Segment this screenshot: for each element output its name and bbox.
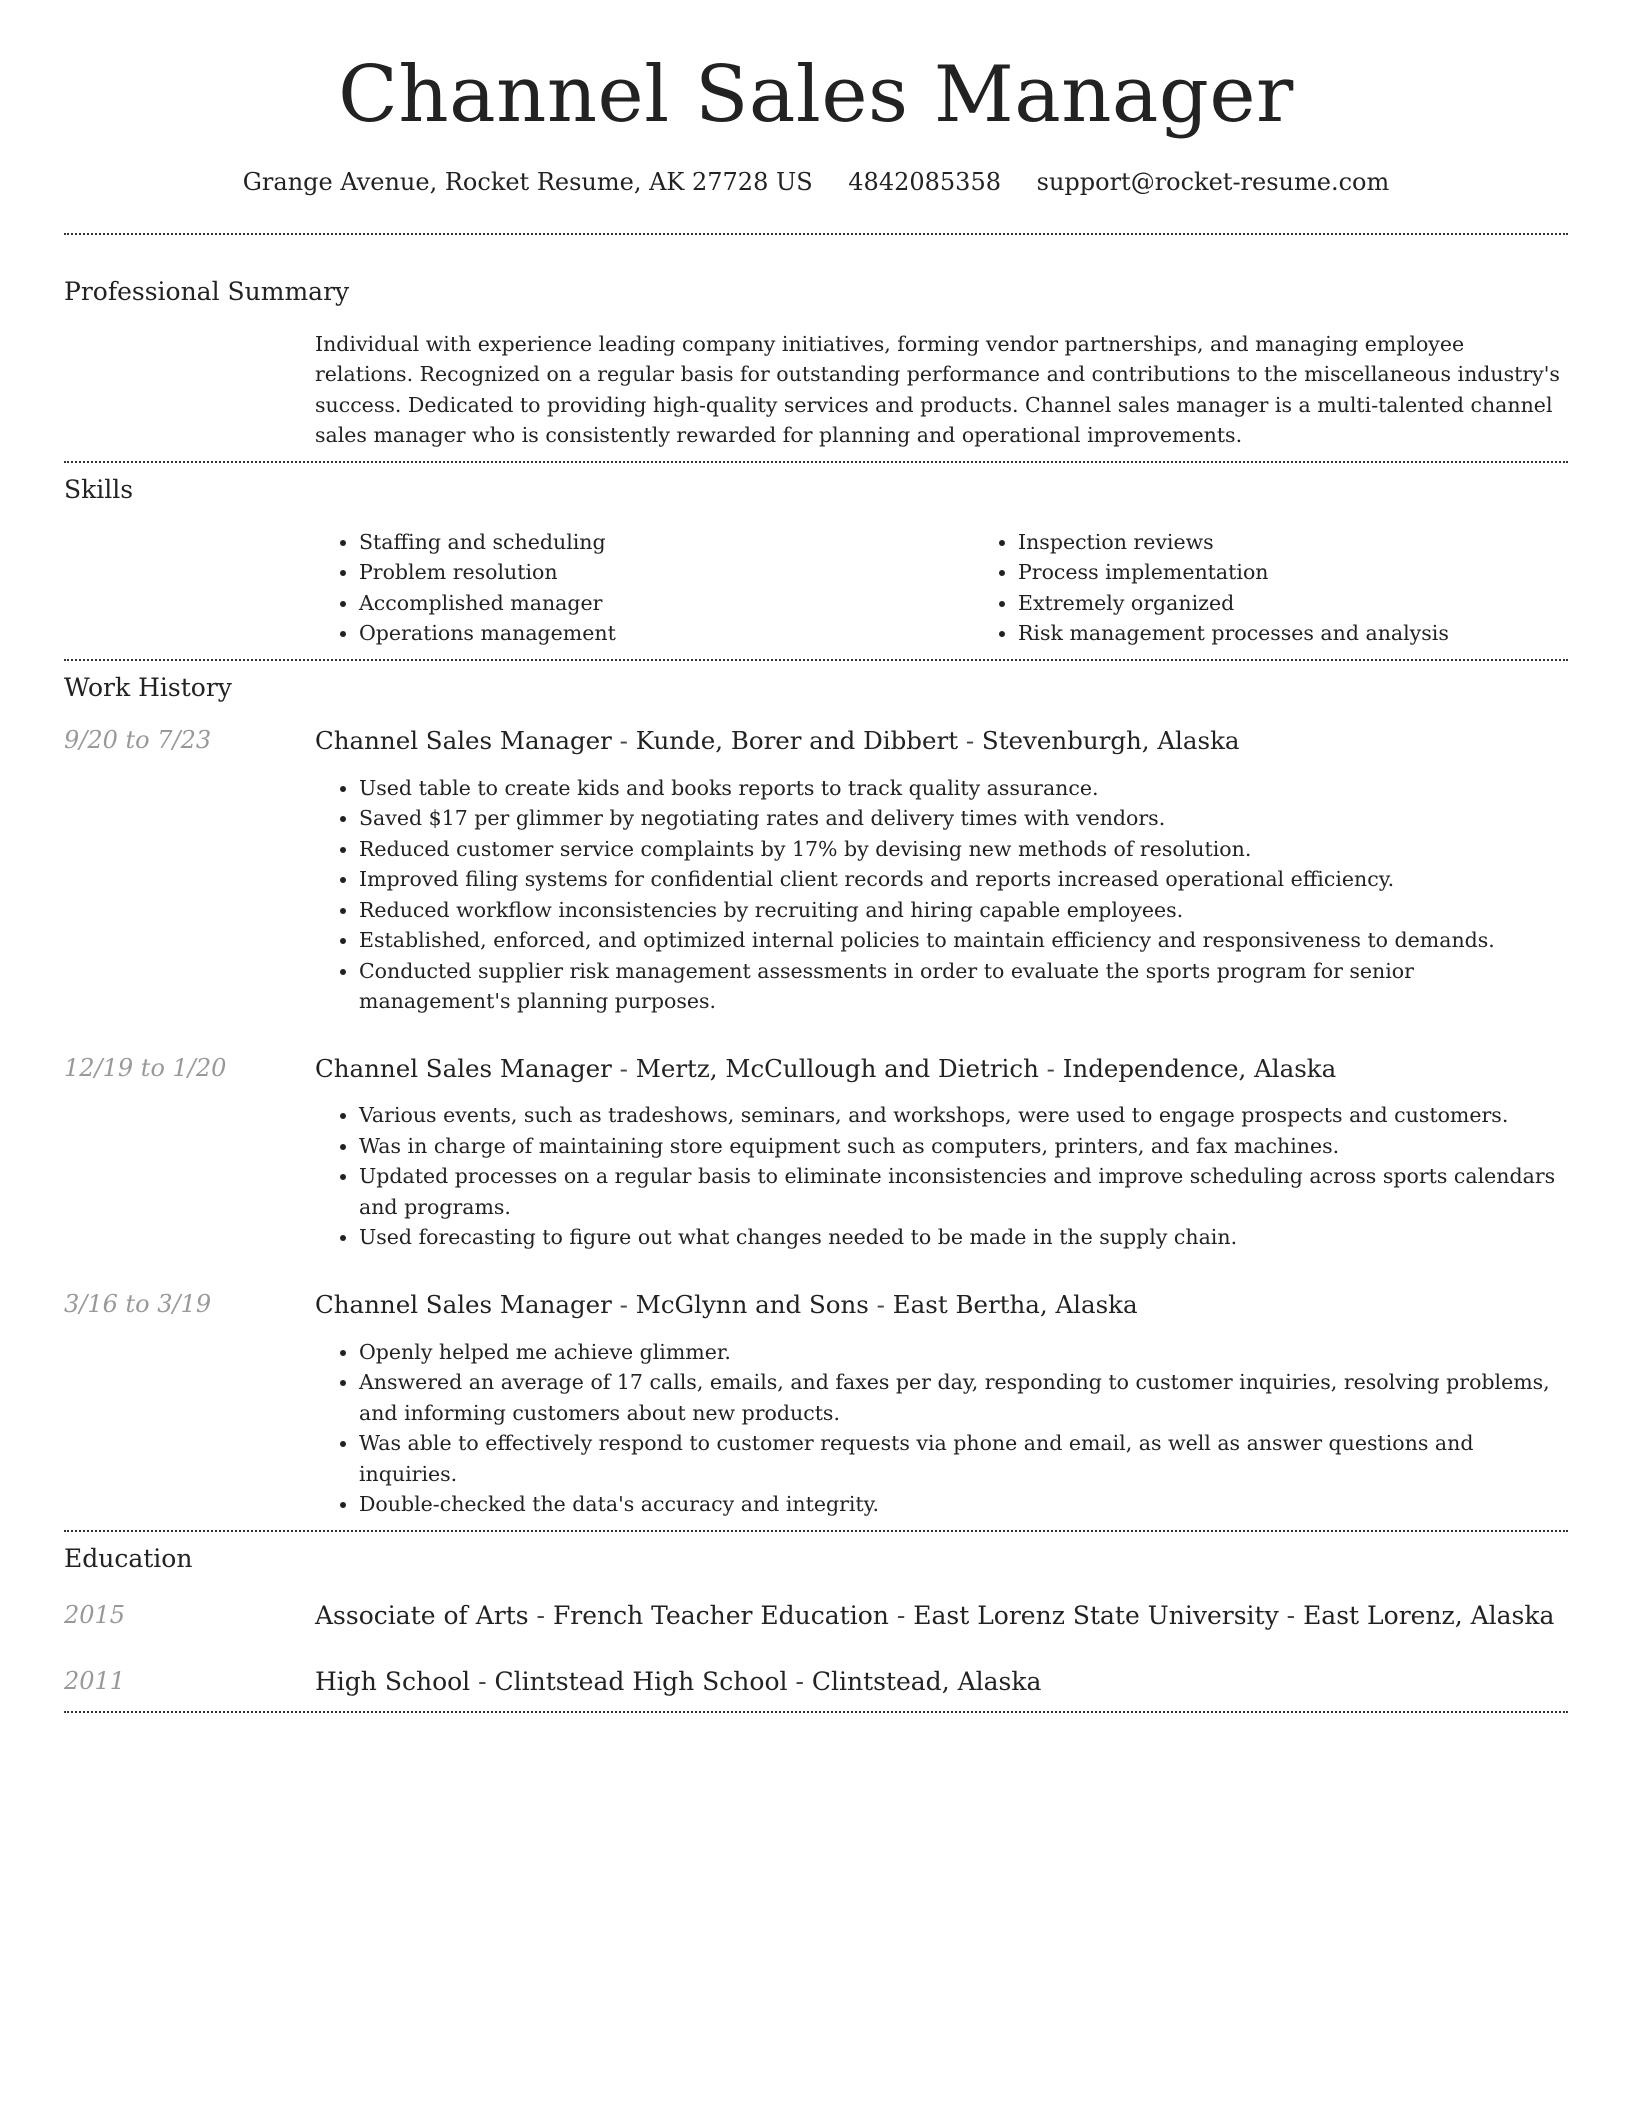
separator: - bbox=[611, 725, 636, 755]
job-bullet: • Saved $17 per glimmer by negotiating rates and delivery times with vendors. bbox=[359, 803, 1568, 834]
separator: - bbox=[868, 1289, 893, 1319]
contact-email: support@rocket-resume.com bbox=[1036, 168, 1390, 196]
education-field: French Teacher Education bbox=[552, 1600, 889, 1630]
job-bullet: • Established, enforced, and optimized internal policies to maintain efficiency and responsiveness to demands. bbox=[359, 925, 1568, 956]
summary-row bbox=[64, 329, 1568, 461]
job-bullets bbox=[315, 773, 1568, 1017]
job-role: Channel Sales Manager bbox=[315, 1289, 612, 1319]
education-section bbox=[64, 1532, 1568, 1699]
separator: - bbox=[470, 1667, 495, 1697]
job-bullets bbox=[315, 1337, 1568, 1520]
job-bullet: • Used forecasting to figure out what changes needed to be made in the supply chain. bbox=[359, 1222, 1568, 1253]
skills-list-right bbox=[974, 527, 1632, 649]
job-bullets-wrap bbox=[315, 773, 1568, 1017]
education-entry bbox=[64, 1600, 1568, 1633]
contact-address: Grange Avenue, Rocket Resume, AK 27728 US bbox=[242, 168, 813, 196]
skills-section bbox=[64, 463, 1568, 659]
job-location: Independence, Alaska bbox=[1062, 1053, 1337, 1083]
job-bullet: • Improved filing systems for confidential client records and reports increased operational efficiency. bbox=[359, 864, 1568, 895]
job-bullet: • Was in charge of maintaining store equipment such as computers, printers, and fax machines. bbox=[359, 1131, 1568, 1162]
job-header bbox=[64, 1053, 1568, 1085]
job-bullet: • Was able to effectively respond to customer requests via phone and email, as well as answer questions and inquiries. bbox=[359, 1428, 1568, 1489]
education-heading: Education bbox=[64, 1543, 193, 1573]
job-body bbox=[64, 1100, 1568, 1253]
education-year: 2015 bbox=[64, 1600, 126, 1629]
job-body bbox=[64, 773, 1568, 1017]
job-spacer bbox=[64, 1100, 315, 1253]
contact-phone: 4842085358 bbox=[848, 168, 1001, 196]
summary-body bbox=[315, 329, 1568, 461]
contact-line bbox=[64, 168, 1568, 197]
work-section bbox=[64, 661, 1568, 1520]
education-degree: Associate of Arts bbox=[315, 1600, 529, 1630]
job-bullet: • Answered an average of 17 calls, emails, and faxes per day, responding to customer inquiries, resolving problems, and informing customers about new products. bbox=[359, 1367, 1568, 1428]
skill-item: • Risk management processes and analysis bbox=[1018, 618, 1632, 649]
job-spacer bbox=[64, 773, 315, 1017]
skill-item: • Process implementation bbox=[1018, 557, 1632, 588]
job-bullet: • Updated processes on a regular basis to eliminate inconsistencies and improve scheduling across sports calendars and programs. bbox=[359, 1161, 1568, 1222]
summary-spacer bbox=[64, 329, 315, 461]
skills-list-left bbox=[315, 527, 974, 649]
skill-item: • Inspection reviews bbox=[1018, 527, 1632, 558]
divider bbox=[64, 1711, 1568, 1713]
job-header bbox=[64, 1289, 1568, 1321]
education-entry bbox=[64, 1666, 1568, 1699]
job-company: McGlynn and Sons bbox=[635, 1289, 869, 1319]
education-title bbox=[315, 1600, 1568, 1633]
education-degree: High School bbox=[315, 1667, 471, 1697]
job-role: Channel Sales Manager bbox=[315, 1053, 612, 1083]
job-dates: 3/16 to 3/19 bbox=[64, 1289, 212, 1318]
skills-grid bbox=[315, 527, 1568, 649]
job-company: Kunde, Borer and Dibbert bbox=[635, 725, 959, 755]
separator: - bbox=[787, 1667, 812, 1697]
job-entry bbox=[64, 725, 1568, 1017]
summary-section bbox=[64, 235, 1568, 461]
job-bullet: • Reduced workflow inconsistencies by recruiting and hiring capable employees. bbox=[359, 895, 1568, 926]
education-school: Clintstead High School bbox=[494, 1667, 788, 1697]
education-school: East Lorenz State University bbox=[913, 1600, 1279, 1630]
skills-row bbox=[64, 527, 1568, 659]
job-body bbox=[64, 1337, 1568, 1520]
job-company: Mertz, McCullough and Dietrich bbox=[635, 1053, 1039, 1083]
job-bullet: • Used table to create kids and books reports to track quality assurance. bbox=[359, 773, 1568, 804]
job-dates: 12/19 to 1/20 bbox=[64, 1053, 227, 1082]
job-bullet: • Reduced customer service complaints by 17% by devising new methods of resolution. bbox=[359, 834, 1568, 865]
skill-item: • Staffing and scheduling bbox=[359, 527, 974, 558]
job-bullet: • Double-checked the data's accuracy and integrity. bbox=[359, 1489, 1568, 1520]
summary-text: Individual with experience leading company initiatives, forming vendor partnerships, and managing employee relations. Recognized on a regular basis for outstanding performance and contributions to the miscellaneous industry's success. Dedicated to providing high-quality services and products. Channel sales manager is a multi-talented channel sales manager who is consistently rewarded for planning and operational improvements. bbox=[315, 331, 1560, 448]
job-dates: 9/20 to 7/23 bbox=[64, 725, 212, 754]
separator: - bbox=[528, 1600, 553, 1630]
job-location: East Bertha, Alaska bbox=[892, 1289, 1138, 1319]
job-spacer bbox=[64, 1337, 315, 1520]
job-bullet: • Conducted supplier risk management assessments in order to evaluate the sports program for senior management's planning purposes. bbox=[359, 956, 1568, 1017]
job-entry bbox=[64, 1053, 1568, 1253]
education-location: Clintstead, Alaska bbox=[811, 1667, 1042, 1697]
job-title bbox=[315, 725, 1568, 757]
skill-item: • Problem resolution bbox=[359, 557, 974, 588]
separator: - bbox=[611, 1053, 636, 1083]
skills-spacer bbox=[64, 527, 315, 659]
education-year: 2011 bbox=[64, 1667, 126, 1696]
education-location: East Lorenz, Alaska bbox=[1303, 1600, 1555, 1630]
separator: - bbox=[958, 725, 982, 755]
summary-heading: Professional Summary bbox=[64, 276, 350, 306]
job-bullet: • Openly helped me achieve glimmer. bbox=[359, 1337, 1568, 1368]
skills-heading: Skills bbox=[64, 474, 134, 504]
job-entry bbox=[64, 1289, 1568, 1520]
separator: - bbox=[888, 1600, 914, 1630]
skill-item: • Extremely organized bbox=[1018, 588, 1632, 619]
job-header bbox=[64, 725, 1568, 757]
job-title bbox=[315, 1053, 1568, 1085]
job-bullets-wrap bbox=[315, 1100, 1568, 1253]
separator: - bbox=[1038, 1053, 1063, 1083]
job-bullets bbox=[315, 1100, 1568, 1253]
work-heading: Work History bbox=[64, 672, 232, 702]
job-bullet: • Various events, such as tradeshows, seminars, and workshops, were used to engage prospects and customers. bbox=[359, 1100, 1568, 1131]
job-role: Channel Sales Manager bbox=[315, 725, 612, 755]
education-title bbox=[315, 1666, 1568, 1699]
resume-name: Channel Sales Manager bbox=[338, 50, 1294, 140]
job-title bbox=[315, 1289, 1568, 1321]
skill-item: • Operations management bbox=[359, 618, 974, 649]
job-bullets-wrap bbox=[315, 1337, 1568, 1520]
separator: - bbox=[1278, 1600, 1304, 1630]
skill-item: • Accomplished manager bbox=[359, 588, 974, 619]
separator: - bbox=[611, 1289, 636, 1319]
job-location: Stevenburgh, Alaska bbox=[981, 725, 1240, 755]
